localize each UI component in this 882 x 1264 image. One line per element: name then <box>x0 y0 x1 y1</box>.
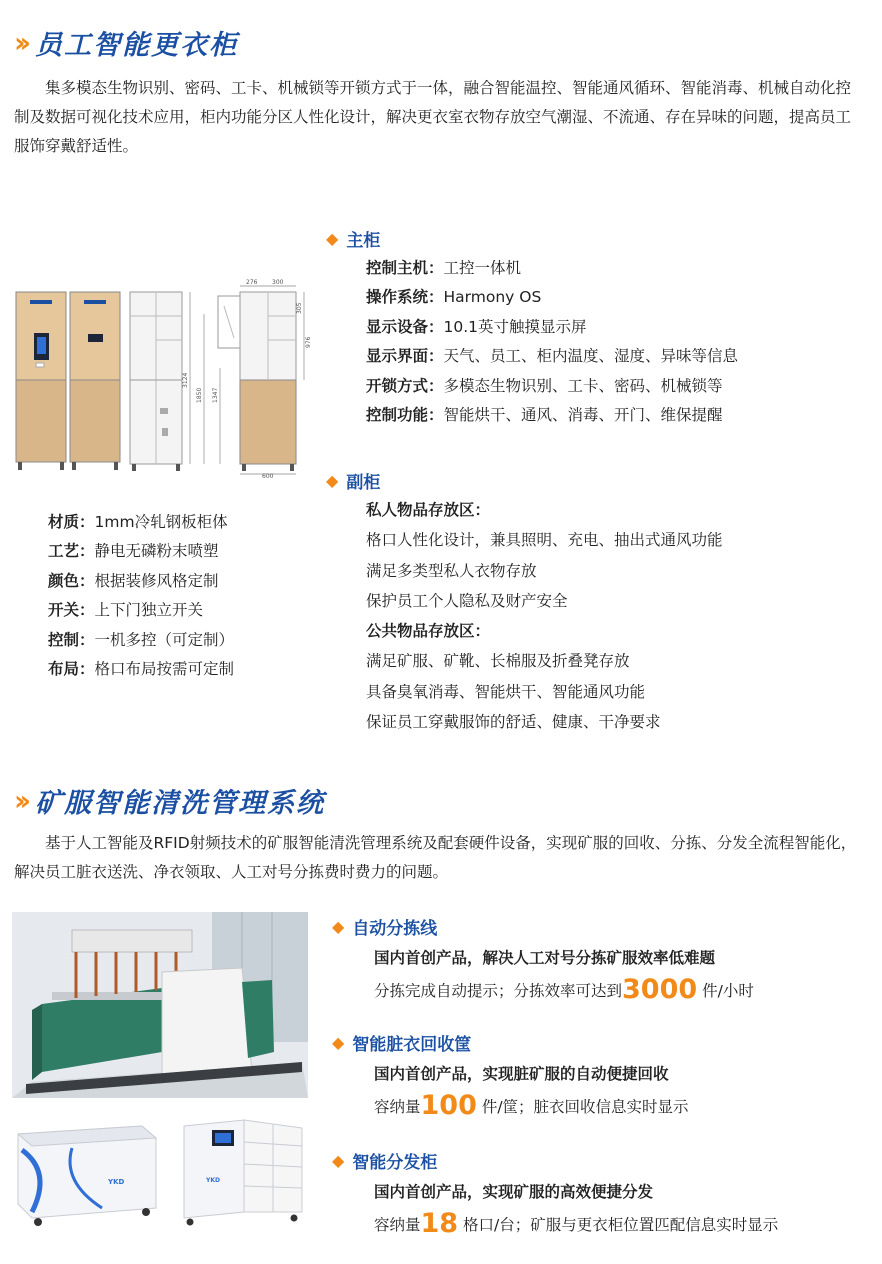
spec-label: 显示界面： <box>366 347 444 366</box>
item-headline: 国内首创产品，实现矿服的高效便捷分发 <box>374 1183 654 1201</box>
dim-top-a: 276 <box>246 279 258 286</box>
section2-title <box>14 780 325 820</box>
sub-cabinet-details <box>366 495 723 737</box>
item-stat-post: 件/小时 <box>697 982 754 1000</box>
item-stat-pre: 容纳量 <box>374 1098 421 1116</box>
item-stat-line <box>374 1090 689 1123</box>
spec-value: 多模态生物识别、工卡、密码、机械锁等 <box>443 376 723 395</box>
item-details <box>374 1058 689 1123</box>
section2-intro: 基于人工智能及RFID射频技术的矿服智能清洗管理系统及配套硬件设备，实现矿服的回收、分拣、分发全流程智能化，解决员工脏衣送洗、净衣领取、人工对号分拣费时费力的问题。 <box>14 834 857 881</box>
spec-row <box>366 283 738 312</box>
dim-height-mid: 1850 <box>196 387 203 403</box>
item-title: 智能分发柜 <box>352 1153 438 1173</box>
sub-cabinet-heading <box>326 468 380 493</box>
materials-label: 工艺： <box>48 542 95 561</box>
materials-label: 颜色： <box>48 571 95 590</box>
dim-bottom: 600 <box>262 473 274 478</box>
item-heading <box>332 1030 471 1055</box>
diamond-icon: ◆ <box>332 1151 345 1170</box>
spec-row <box>366 313 738 342</box>
cabinet-drawing <box>12 278 312 478</box>
item-stat-line <box>374 1208 778 1241</box>
private-zone-title: 私人物品存放区： <box>366 501 491 519</box>
main-cabinet-specs <box>366 254 738 430</box>
materials-label: 材质： <box>48 513 95 531</box>
sorting-line-photo-svg <box>12 912 308 1098</box>
public-zone-title: 公共物品存放区： <box>366 622 491 641</box>
item-details <box>374 942 754 1007</box>
item-stat-pre: 分拣完成自动提示；分拣效率可达到 <box>374 982 623 1000</box>
public-zone-line: 具备臭氧消毒、智能烘干、智能通风功能 <box>366 682 646 701</box>
diamond-icon: ◆ <box>332 1033 345 1052</box>
item-details <box>374 1176 778 1241</box>
public-zone-line: 保证员工穿戴服饰的舒适、健康、干净要求 <box>366 713 661 732</box>
materials-row <box>48 655 234 684</box>
dim-side-b: 976 <box>305 336 312 348</box>
section1-title <box>14 22 238 62</box>
materials-label: 控制： <box>48 630 95 649</box>
materials-label: 开关： <box>48 601 95 620</box>
materials-row <box>48 567 234 596</box>
distribution-cabinet-photo <box>174 1112 308 1230</box>
materials-value: 根据装修风格定制 <box>94 571 219 590</box>
spec-label: 控制主机： <box>366 259 444 277</box>
materials-label: 布局： <box>48 660 95 679</box>
spec-row <box>366 342 738 371</box>
item-stat-number: 3000 <box>622 974 698 1005</box>
recycle-basket-photo <box>12 1112 162 1230</box>
item-title: 自动分拣线 <box>352 919 438 939</box>
spec-label: 控制功能： <box>366 406 444 425</box>
machine-logo: YKD <box>108 1178 125 1186</box>
dim-height-total: 3124 <box>182 372 189 388</box>
spec-row <box>366 372 738 401</box>
materials-value: 1mm冷轧钢板柜体 <box>94 513 228 531</box>
private-zone-line: 格口人性化设计，兼具照明、充电、抽出式通风功能 <box>366 531 723 550</box>
spec-label: 开锁方式： <box>366 376 444 395</box>
private-zone-line: 满足多类型私人衣物存放 <box>366 561 537 580</box>
diamond-icon: ◆ <box>326 471 339 490</box>
main-cabinet-title: 主柜 <box>346 231 381 251</box>
spec-label: 操作系统： <box>366 288 444 307</box>
item-title: 智能脏衣回收筐 <box>352 1035 472 1055</box>
item-stat-pre: 容纳量 <box>374 1216 421 1234</box>
spec-row <box>366 401 738 430</box>
sub-cabinet-title: 副柜 <box>346 473 381 493</box>
recycle-basket-photo-svg <box>12 1112 162 1230</box>
spec-row <box>366 254 738 283</box>
spec-value: 工控一体机 <box>443 259 522 277</box>
item-heading <box>332 914 437 939</box>
materials-list <box>48 508 234 684</box>
materials-value: 上下门独立开关 <box>94 601 204 620</box>
machine-logo: YKD <box>206 1177 220 1184</box>
materials-row <box>48 596 234 625</box>
dim-side-a: 305 <box>296 302 303 314</box>
item-headline: 国内首创产品，实现脏矿服的自动便捷回收 <box>374 1065 669 1083</box>
diamond-icon: ◆ <box>332 917 345 936</box>
chevron-icon: ›› <box>14 25 26 59</box>
main-cabinet-heading <box>326 226 380 251</box>
item-stat-post: 格口/台；矿服与更衣柜位置匹配信息实时显示 <box>458 1216 779 1234</box>
item-stat-number: 100 <box>420 1090 477 1121</box>
materials-row <box>48 626 234 655</box>
item-stat-post: 件/筐；脏衣回收信息实时显示 <box>476 1098 689 1116</box>
item-stat-line <box>374 974 754 1007</box>
item-heading <box>332 1148 437 1173</box>
spec-label: 显示设备： <box>366 317 444 336</box>
materials-row <box>48 537 234 566</box>
materials-value: 静电无磷粉末喷塑 <box>94 542 219 561</box>
cabinet-drawing-svg <box>12 278 312 478</box>
item-stat-number: 18 <box>420 1208 459 1239</box>
chevron-icon: ›› <box>14 783 26 817</box>
diamond-icon: ◆ <box>326 229 339 248</box>
spec-value: Harmony OS <box>443 288 542 307</box>
public-zone-line: 满足矿服、矿靴、长棉服及折叠凳存放 <box>366 652 630 671</box>
materials-value: 格口布局按需可定制 <box>94 660 235 679</box>
sorting-line-photo <box>12 912 308 1098</box>
section2-title-text: 矿服智能清洗管理系统 <box>35 787 326 819</box>
spec-value: 天气、员工、柜内温度、湿度、异味等信息 <box>443 347 739 366</box>
section1-intro: 集多模态生物识别、密码、工卡、机械锁等开锁方式于一体，融合智能温控、智能通风循环、智能消毒、机械自动化控制及数据可视化技术应用，柜内功能分区人性化设计，解决更衣室衣物存放空气潮湿、不流通、存在异味的问题，提高员工服饰穿戴舒适性。 <box>14 79 852 155</box>
dim-height-low: 1347 <box>212 387 219 403</box>
section1-title-text: 员工智能更衣柜 <box>35 29 239 61</box>
spec-value: 智能烘干、通风、消毒、开门、维保提醒 <box>443 406 723 425</box>
item-headline: 国内首创产品，解决人工对号分拣矿服效率低难题 <box>374 949 716 967</box>
materials-value: 一机多控（可定制） <box>94 630 235 649</box>
materials-row <box>48 508 234 537</box>
distribution-cabinet-photo-svg <box>174 1112 308 1230</box>
private-zone-line: 保护员工个人隐私及财产安全 <box>366 591 568 610</box>
spec-value: 10.1英寸触摸显示屏 <box>443 317 587 336</box>
dim-top-b: 300 <box>272 279 284 286</box>
